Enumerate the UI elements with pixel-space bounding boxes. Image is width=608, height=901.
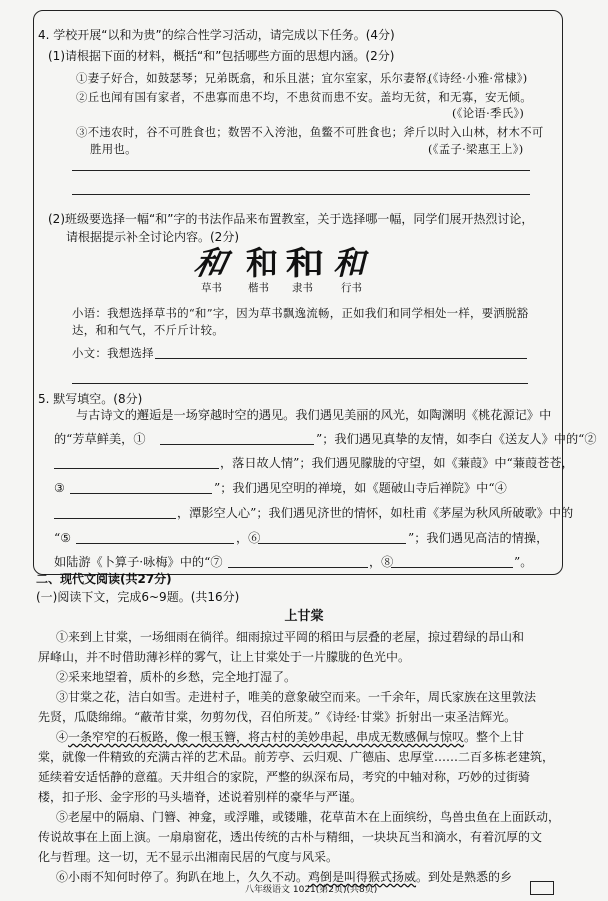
paragraph-4-cont: 楼，扣子形、金字形的马头墙脊，述说着别样的豪华与严谨。 [38,790,363,804]
q5-line-2b: ”；我们遇见真挚的友情，如李白《送友人》中的“② [316,432,597,446]
blank-8[interactable] [391,567,513,568]
q4-p2-prompt: (2)班级要选择一幅“和”字的书法作品来布置教室，关于选择哪一幅，同学们展开热烈讨论， [48,212,534,226]
q4-p2-prompt-cont: 请根据提示补全讨论内容。(2分) [66,230,239,244]
q4-material-1: ①妻子好合，如鼓瑟琴；兄弟既翕，和乐且湛；宜尔室家，乐尔妻帑。 [76,71,439,85]
calligraphy-cursive: 和 [190,244,231,282]
style-label: 隶书 [292,282,313,294]
paragraph-3-cont: 先贤，瓜瓞绵绵。“蔽芾甘棠，勿剪勿伐，召伯所茇。”《诗经·甘棠》折射出一束圣洁辉光。 [38,710,517,724]
q4-material-2-source: (《论语·季氏》) [452,106,525,120]
q4-material-2: ②丘也闻有国有家者，不患寡而患不均，不患贫而患不安。盖均无贫，和无寡，安无倾。 [76,90,532,104]
q5-line-1: 与古诗文的邂逅是一场穿越时空的遇见。我们遇见美丽的风光，如陶渊明《桃花源记》中 [76,408,552,422]
answer-line[interactable] [155,358,527,359]
blank-5[interactable] [76,543,234,544]
paragraph-4-cont: 棠，就像一件精致的充满古祥的艺术品。前芳亭、云归观、广德庙、忠厚堂……二百多栋老建筑， [38,750,555,764]
blank-4[interactable] [54,518,176,519]
section-2-subtitle: (一)阅读下文，完成6~9题。(共16分) [36,590,240,604]
calligraphy-running: 和 [333,244,366,282]
section-2-title: 二、现代文阅读(共27分) [36,572,172,586]
paragraph-5-cont: 传说故事在上面上演。一扇扇窗花，透出传统的古朴与精细，一块块瓦当和滴水，有着沉厚的文 [38,830,543,844]
q4-material-3: ③不违农时，谷不可胜食也；数罟不入洿池，鱼鳖不可胜食也；斧斤以时入山林，材木不可 [76,125,544,139]
paragraph-5-cont: 化与哲理。这一切，无不显示出湘南民居的气度与风采。 [38,850,339,864]
paragraph-3: ③甘棠之花，洁白如雪。走进村子，唯美的意象破空而来。一千余年，周氏家族在这里敦法 [56,690,537,704]
q5-line-7b: ，⑧ [369,555,394,569]
q5-line-2a: 的“芳草鲜美，① [54,432,146,446]
q5-line-3: ，落日故人情”；我们遇见朦胧的守望，如《蒹葭》中“蒹葭苍苍， [220,456,574,470]
paragraph-6: ⑥小雨不知何时停了。狗趴在地上，久久不动。鸡倒是叫得猴式扬威。到处是熟悉的乡 [56,870,513,884]
xiaoyu-line-cont: 达，和和气气，不斤斤计较。 [72,323,224,337]
underlined-sentence: 一条窄窄的石板路，像一根玉簪，将古村的美妙串起，串成无数感佩与惊叹 [68,730,465,744]
q4-material-1-source: (《诗经·小雅·常棣》) [428,71,528,85]
q4-material-3-cont: 胜用也。 [90,142,137,156]
q5-line-6c: ”；我们遇见高洁的情操， [408,531,549,545]
q4-p1-prompt: (1)请根据下面的材料，概括“和”包括哪些方面的思想内涵。(2分) [48,49,395,63]
q5-line-4b: ”；我们遇见空明的禅境，如《题破山寺后禅院》中“④ [214,481,507,495]
calligraphy-regular: 和 [246,244,279,282]
answer-line[interactable] [72,194,530,195]
q4-title: 4. 学校开展“以和为贵”的综合性学习活动，请完成以下任务。(4分) [38,28,395,42]
q4-material-3-source: (《孟子·梁惠王上》) [428,142,524,156]
q5-line-4a: ③ [54,481,65,495]
underlined-phrase: 鸡倒是叫得猴式扬威 [308,870,417,884]
answer-line[interactable] [72,170,530,171]
calligraphy-clerical: 和 [285,244,325,282]
paragraph-1-cont: 屏峰山，并不时借助薄衫样的雾气，让上甘棠处于一片朦胧的色光中。 [38,650,411,664]
blank-1[interactable] [160,444,314,445]
blank-7[interactable] [228,567,368,568]
paragraph-4-cont: 延续着安适恬静的意蕴。天井组合的家院，严整的纵深布局，考究的中轴对称，巧妙的过街骑 [38,770,531,784]
blank-6[interactable] [258,543,406,544]
q5-line-5: ，潭影空人心”；我们遇见济世的情怀，如杜甫《茅屋为秋风所破歌》中的 [177,506,574,520]
xiaoyu-line: 小语：我想选择草书的“和”字，因为草书飘逸流畅，正如我们和同学相处一样，要洒脱豁 [72,306,529,320]
score-box[interactable] [530,881,554,895]
blank-3[interactable] [70,493,212,494]
xiaowen-line: 小文：我想选择 [72,346,154,360]
paragraph-1: ①来到上甘棠，一场细雨在徜徉。细雨掠过平岡的稻田与层叠的老屋，掠过碧绿的昂山和 [56,630,525,644]
style-label: 行书 [341,282,362,294]
style-label: 草书 [201,282,222,294]
paragraph-2: ②采来地望着，质朴的乡愁，完全地打湿了。 [56,670,297,684]
paragraph-5: ⑤老屋中的隔扇、门簪、神龛，或浮雕，或镂雕，花草苗木在上面缤纷，鸟兽虫鱼在上面跃动， [56,810,561,824]
q5-line-6a: “⑤ [54,531,72,545]
q5-line-7c: ”。 [514,555,533,569]
paragraph-4: ④一条窄窄的石板路，像一根玉簪，将古村的美妙串起，串成无数感佩与惊叹。整个上甘 [56,730,525,744]
q5-line-6b: ，⑥ [236,531,261,545]
page-footer: 八年级语文 1021(第2页)(共8页) [245,885,378,895]
blank-2[interactable] [54,468,219,469]
article-title: 上甘棠 [284,609,324,624]
style-label: 楷书 [248,282,269,294]
answer-line[interactable] [72,383,528,384]
q5-title: 5. 默写填空。(8分) [38,392,143,406]
q5-line-7a: 如陆游《卜算子·咏梅》中的“⑦ [54,555,223,569]
